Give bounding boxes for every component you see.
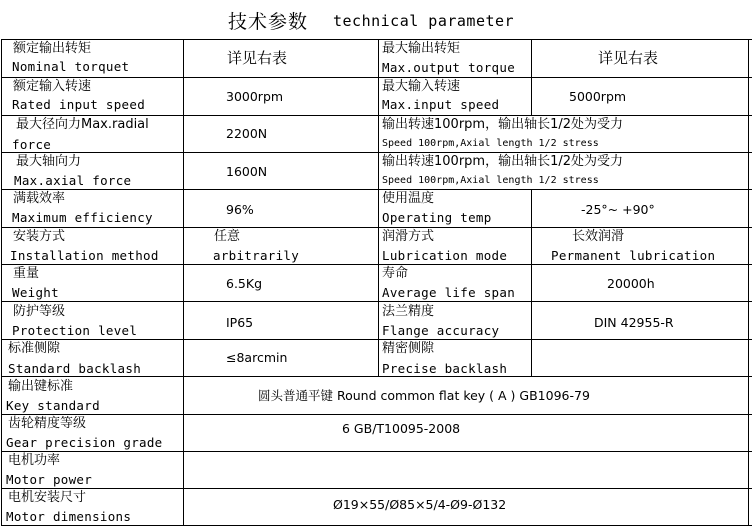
- right-label-cn: 润滑方式: [382, 229, 435, 244]
- label-en: Motor dimensions: [6, 509, 132, 524]
- grid-line: [1, 264, 752, 265]
- right-value: -25°~ +90°: [581, 202, 655, 217]
- grid-line: [1, 376, 752, 377]
- label-cn: 电机安装尺寸: [8, 490, 87, 505]
- value: ≤8arcmin: [226, 350, 288, 365]
- label-cn: 最大轴向力: [16, 154, 82, 169]
- grid-line: [1, 414, 752, 415]
- right-label-cn: 使用温度: [382, 191, 435, 206]
- label-cn: 最大径向力Max.radial: [16, 117, 149, 132]
- right-label-cn: 最大输出转矩: [382, 41, 461, 56]
- title-cn: 技术参数: [228, 11, 309, 33]
- label-en: Weight: [12, 285, 59, 300]
- value: 6.5Kg: [226, 276, 263, 291]
- right-note-cn: 输出转速100rpm，输出轴长1/2处为受力: [382, 154, 623, 169]
- right-value: 详见右表: [598, 49, 659, 67]
- value: 3000rpm: [226, 89, 284, 104]
- right-label-en: Operating temp: [382, 210, 492, 225]
- value-en: arbitrarily: [213, 248, 300, 263]
- right-value: 20000h: [607, 276, 655, 291]
- grid-line: [531, 189, 532, 376]
- grid-line: [1, 339, 752, 340]
- label-en: Gear precision grade: [6, 435, 163, 450]
- value: 详见右表: [227, 49, 288, 67]
- grid-line: [1, 488, 752, 489]
- right-label-cn: 精密侧隙: [382, 341, 435, 356]
- grid-line: [1, 115, 752, 116]
- right-label-en: Precise backlash: [382, 361, 508, 376]
- grid-line: [748, 39, 749, 526]
- right-label-en: Flange accuracy: [382, 323, 500, 338]
- label-en: Standard backlash: [8, 361, 142, 376]
- grid-line: [1, 77, 752, 78]
- label-en: Motor power: [6, 472, 93, 487]
- value: 圆头普通平键 Round common flat key ( A ) GB1096-79: [258, 388, 590, 403]
- grid-line: [1, 301, 752, 302]
- label-en: force: [12, 137, 52, 152]
- grid-line: [531, 39, 532, 115]
- label-en: Protection level: [12, 323, 138, 338]
- value: 2200N: [226, 126, 268, 141]
- right-value: DIN 42955-R: [594, 315, 674, 330]
- label-cn: 输出键标准: [8, 379, 74, 394]
- right-label-cn: 寿命: [382, 266, 409, 281]
- label-en: Key standard: [6, 398, 100, 413]
- grid-line: [1, 451, 752, 452]
- label-cn: 电机功率: [8, 453, 61, 468]
- grid-line: [183, 39, 184, 526]
- grid-line: [1, 152, 752, 153]
- value: Ø19×55/Ø85×5/4-Ø9-Ø132: [333, 497, 507, 512]
- label-en: Max.axial force: [14, 173, 132, 188]
- label-en: Installation method: [10, 248, 159, 263]
- right-label-en: Max.output torque: [382, 60, 516, 75]
- grid-line: [1, 189, 752, 190]
- right-label-en: Average life span: [382, 285, 516, 300]
- value: 6 GB/T10095-2008: [342, 421, 461, 436]
- grid-line: [1, 39, 2, 526]
- label-en: Maximum efficiency: [12, 210, 153, 225]
- value: IP65: [226, 315, 254, 330]
- label-cn: 额定输出转矩: [13, 41, 92, 56]
- label-en: Nominal torquet: [12, 59, 130, 74]
- value: 96%: [226, 202, 254, 217]
- right-label-cn: 法兰精度: [382, 304, 435, 319]
- grid-line: [1, 39, 752, 40]
- value: 1600N: [226, 164, 268, 179]
- label-cn: 标准侧隙: [8, 341, 61, 356]
- label-cn: 满载效率: [13, 191, 66, 206]
- right-value-cn: 长效润滑: [572, 229, 625, 244]
- label-cn: 额定输入转速: [13, 79, 92, 94]
- right-label-en: Max.input speed: [382, 97, 500, 112]
- label-cn: 重量: [13, 266, 40, 281]
- right-note-en: Speed 100rpm,Axial length 1/2 stress: [382, 175, 599, 186]
- table-title: [0, 0, 752, 38]
- label-cn: 齿轮精度等级: [8, 416, 87, 431]
- label-en: Rated input speed: [12, 97, 146, 112]
- right-label-en: Lubrication mode: [382, 248, 508, 263]
- title-en: technical parameter: [333, 12, 515, 30]
- right-note-cn: 输出转速100rpm，输出轴长1/2处为受力: [382, 117, 623, 132]
- grid-line: [1, 227, 752, 228]
- label-cn: 安装方式: [13, 229, 66, 244]
- right-label-cn: 最大输入转速: [382, 79, 461, 94]
- label-cn: 防护等级: [13, 304, 66, 319]
- grid-line: [378, 39, 379, 376]
- value-cn: 任意: [214, 229, 241, 244]
- right-value-en: Permanent lubrication: [551, 248, 716, 263]
- right-note-en: Speed 100rpm,Axial length 1/2 stress: [382, 138, 599, 149]
- right-value: 5000rpm: [569, 89, 627, 104]
